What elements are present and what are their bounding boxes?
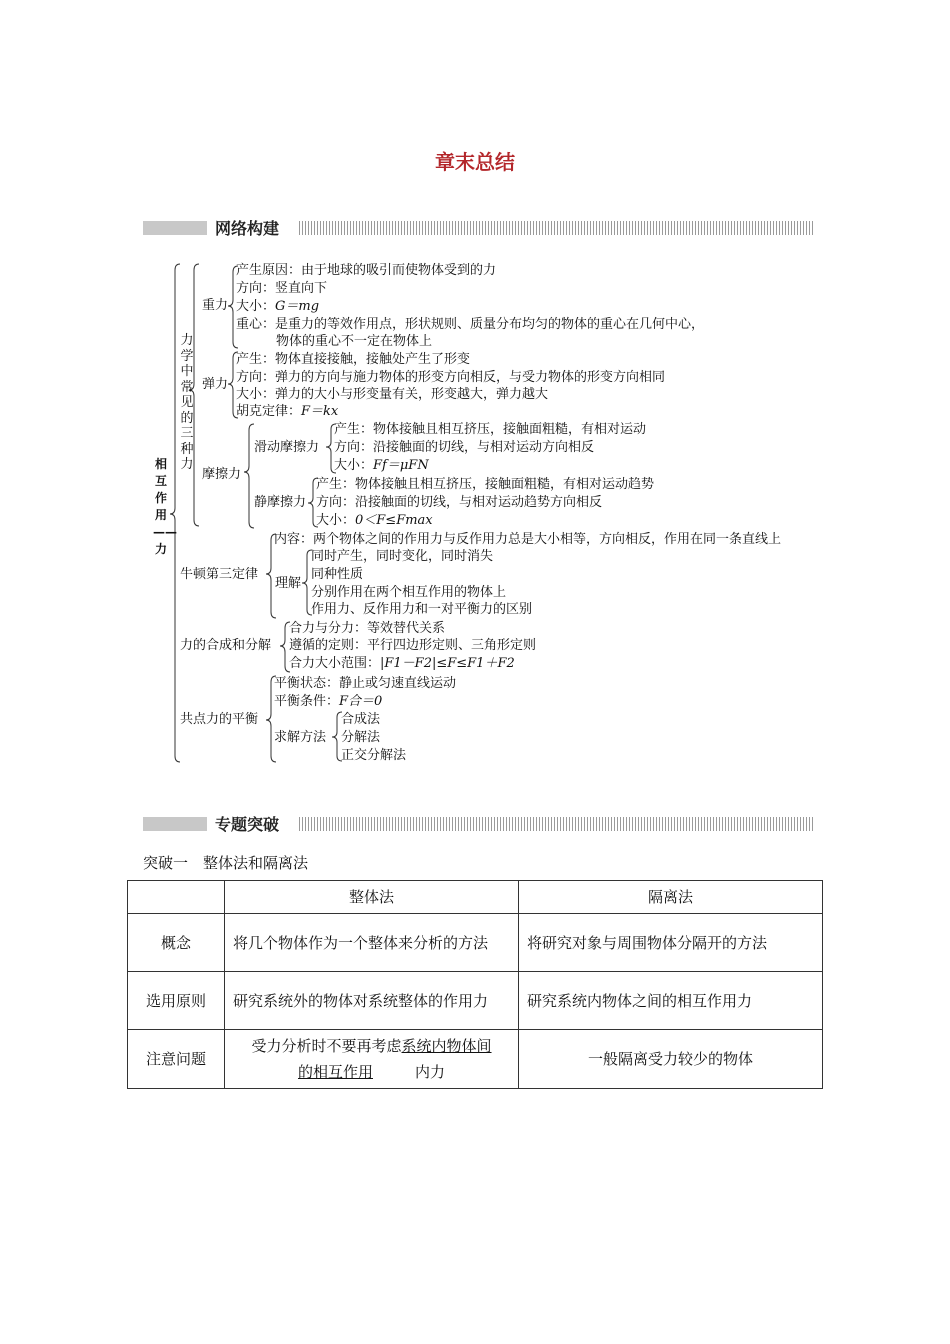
sliding-produce: 产生：物体接触且相互挤压，接触面粗糙，有相对运动: [334, 422, 647, 437]
sliding-mag-prefix: 大小：: [334, 458, 374, 473]
table-cell: 一般隔离受力较少的物体: [519, 1030, 823, 1089]
equilibrium-state: 平衡状态：静止或匀速直线运动: [274, 676, 457, 691]
table-cell: 研究系统外的物体对系统整体的作用力: [225, 972, 519, 1030]
understand-1: 同时产生，同时变化，同时消失: [311, 549, 494, 564]
comparison-table: [127, 880, 823, 1089]
gravity-center-1: 重心：是重力的等效作用点，形状规则、质量分布均匀的物体的重心在几何中心，: [236, 317, 705, 332]
static-mag-prefix: 大小：: [316, 513, 356, 528]
gravity-center-2: 物体的重心不一定在物体上: [276, 334, 433, 349]
elastic-direction: 方向：弹力的方向与施力物体的形变方向相反，与受力物体的形变方向相同: [236, 370, 666, 385]
elastic-hooke: [236, 403, 338, 421]
section-title-breakthrough: 专题突破: [215, 815, 280, 834]
section-header-breakthrough: [143, 814, 815, 834]
table-header-row: [128, 881, 823, 914]
newton3-label: 牛顿第三定律: [180, 567, 259, 582]
static-magnitude: [316, 512, 433, 530]
method-1: 合成法: [341, 712, 381, 727]
static-produce: 产生：物体接触且相互挤压，接触面粗糙，有相对运动趋势: [316, 477, 655, 492]
row-label: 选用原则: [128, 972, 225, 1030]
table-cell: 将几个物体作为一个整体来分析的方法: [225, 914, 519, 972]
understand-3: 分别作用在两个相互作用的物体上: [311, 585, 507, 600]
gravity-magnitude-prefix: 大小：: [236, 299, 276, 314]
gravity-magnitude: [236, 298, 319, 316]
section-bar-right: [299, 817, 815, 831]
note-underline-2: 的相互作用: [297, 1063, 373, 1081]
sliding-formula: Ff＝μFN: [373, 458, 429, 473]
sliding-magnitude: [334, 457, 429, 475]
equilibrium-condition: [274, 693, 382, 711]
understand-4: 作用力、反作用力和一对平衡力的区别: [311, 602, 533, 617]
gravity-label: 重力: [202, 298, 229, 313]
method-label: 求解方法: [274, 730, 327, 745]
common-forces-label: [180, 333, 194, 473]
table-row: [128, 914, 823, 972]
static-friction-label: 静摩擦力: [254, 495, 307, 510]
understand-2: 同种性质: [311, 567, 364, 582]
static-formula: 0＜F≤Fmax: [355, 513, 433, 528]
static-direction: 方向：沿接触面的切线，与相对运动趋势方向相反: [316, 495, 603, 510]
note-text-b: 内力: [415, 1063, 446, 1081]
page-title: 章末总结: [435, 150, 515, 174]
cond-formula: F合＝0: [339, 694, 383, 709]
note-text-a: 受力分析时不要再考虑: [251, 1037, 402, 1055]
row-label: 注意问题: [128, 1030, 225, 1089]
gravity-direction: 方向：竖直向下: [236, 281, 328, 296]
elastic-produce: 产生：物体直接接触，接触处产生了形变: [236, 352, 471, 367]
newton3-content: 内容：两个物体之间的作用力与反作用力总是大小相等，方向相反，作用在同一条直线上: [274, 532, 782, 547]
gravity-cause: 产生原因：由于地球的吸引而使物体受到的力: [236, 263, 497, 278]
method-2: 分解法: [341, 730, 381, 745]
equilibrium-label: 共点力的平衡: [180, 712, 259, 727]
cond-prefix: 平衡条件：: [274, 694, 340, 709]
table-header-cell: [128, 881, 225, 914]
table-cell: 研究系统内物体之间的相互作用力: [519, 972, 823, 1030]
table-cell: [225, 1030, 519, 1089]
row-label: 概念: [128, 914, 225, 972]
composition-2: 遵循的定则：平行四边形定则、三角形定则: [289, 638, 537, 653]
elastic-magnitude: 大小：弹力的大小与形变量有关，形变越大，弹力越大: [236, 387, 549, 402]
composition-3: [289, 655, 515, 673]
section-title-network: 网络构建: [215, 219, 280, 238]
breakthrough1-heading: 突破一 整体法和隔离法: [143, 854, 309, 872]
understand-label: 理解: [275, 576, 302, 591]
note-underline-1: 系统内物体间: [401, 1037, 492, 1055]
gravity-formula: G＝mg: [275, 299, 320, 314]
friction-label: 摩擦力: [202, 467, 242, 482]
section-bar-left: [143, 817, 207, 831]
table-cell: 将研究对象与周围物体分隔开的方法: [519, 914, 823, 972]
sliding-direction: 方向：沿接触面的切线，与相对运动方向相反: [334, 440, 595, 455]
root-label-text: 相互作用——力: [153, 457, 177, 556]
sliding-friction-label: 滑动摩擦力: [254, 440, 320, 455]
common-forces-text: 力学中常见的三种力: [180, 333, 194, 472]
table-row: [128, 972, 823, 1030]
composition-label: 力的合成和分解: [180, 638, 272, 653]
table-header-cell: 隔离法: [519, 881, 823, 914]
hooke-prefix: 胡克定律：: [236, 404, 302, 419]
method-3: 正交分解法: [341, 748, 407, 763]
table-row: [128, 1030, 823, 1089]
root-label: [153, 456, 177, 558]
composition-1: 合力与分力：等效替代关系: [289, 621, 446, 636]
hooke-formula: F＝kx: [301, 404, 339, 419]
elastic-label: 弹力: [202, 377, 229, 392]
table-header-cell: 整体法: [225, 881, 519, 914]
composition-formula: |F1－F2|≤F≤F1＋F2: [380, 656, 515, 671]
composition-3-prefix: 合力大小范围：: [289, 656, 381, 671]
